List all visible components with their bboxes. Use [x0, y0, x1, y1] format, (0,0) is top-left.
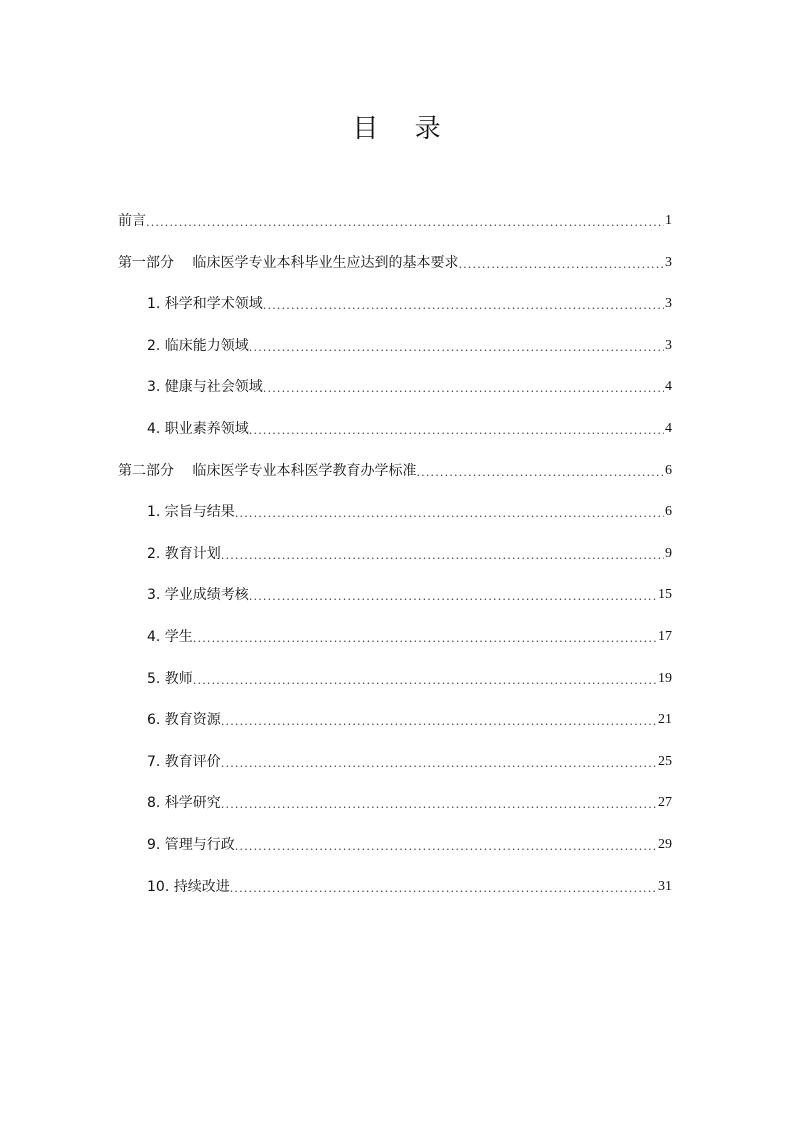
toc-dot-leader: [235, 834, 657, 856]
toc-dot-leader: [416, 460, 664, 482]
toc-page-number: 15: [658, 587, 672, 603]
toc-dot-leader: [249, 584, 657, 606]
toc-dot-leader: [193, 668, 657, 690]
toc-entry-faculty[interactable]: [118, 668, 672, 710]
toc-entry-label: 4. 学生: [147, 628, 193, 645]
toc-page-number: 3: [665, 296, 672, 312]
toc-page-number: 3: [665, 337, 672, 353]
toc-page-number: 4: [665, 420, 672, 436]
toc-entry-research[interactable]: [118, 792, 672, 834]
toc-page-number: 21: [658, 712, 672, 728]
toc-entry-management[interactable]: [118, 834, 672, 876]
toc-entry-label: 1. 宗旨与结果: [147, 504, 235, 521]
toc-dot-leader: [263, 293, 664, 315]
toc-entry-label: 6. 教育资源: [147, 712, 221, 729]
toc-dot-leader: [263, 376, 664, 398]
toc-dot-leader: [249, 418, 664, 440]
toc-entry-science-academic[interactable]: [118, 293, 672, 335]
toc-entry-continuous-improvement[interactable]: [118, 876, 672, 918]
toc-page-number: 4: [665, 379, 672, 395]
toc-dot-leader: [221, 709, 657, 731]
toc-entry-professionalism[interactable]: [118, 418, 672, 460]
toc-page-number: 9: [665, 545, 672, 561]
toc-page-number: 27: [658, 795, 672, 811]
toc-page-number: 25: [658, 753, 672, 769]
table-of-contents: [118, 210, 672, 917]
toc-dot-leader: [235, 501, 664, 523]
toc-page-number: 17: [658, 628, 672, 644]
toc-entry-label: 10. 持续改进: [147, 878, 230, 895]
toc-entry-label: 5. 教师: [147, 670, 193, 687]
toc-entry-label: 9. 管理与行政: [147, 836, 235, 853]
toc-entry-part-one[interactable]: [118, 252, 672, 294]
toc-entry-label: 8. 科学研究: [147, 795, 221, 812]
toc-page-number: 31: [658, 878, 672, 894]
toc-entry-clinical-ability[interactable]: [118, 335, 672, 377]
toc-entry-education-plan[interactable]: [118, 543, 672, 585]
toc-entry-label: 4. 职业素养领域: [147, 420, 249, 437]
toc-entry-assessment[interactable]: [118, 584, 672, 626]
toc-page-number: 29: [658, 836, 672, 852]
toc-dot-leader: [230, 876, 657, 898]
toc-entry-label: 3. 健康与社会领域: [147, 379, 263, 396]
toc-page-number: 1: [665, 213, 672, 228]
toc-entry-label: 1. 科学和学术领域: [147, 296, 263, 313]
toc-page-number: 3: [665, 254, 672, 270]
toc-entry-label: 前言: [118, 213, 146, 229]
toc-entry-preface[interactable]: [118, 210, 672, 252]
toc-page-number: 6: [665, 504, 672, 520]
toc-entry-label: 2. 教育计划: [147, 545, 221, 562]
toc-page-number: 19: [658, 670, 672, 686]
toc-entry-health-society[interactable]: [118, 376, 672, 418]
toc-dot-leader: [221, 792, 657, 814]
toc-entry-label: 2. 临床能力领域: [147, 337, 249, 354]
toc-entry-resources[interactable]: [118, 709, 672, 751]
toc-entry-label: 第二部分 临床医学专业本科医学教育办学标准: [118, 462, 417, 479]
toc-entry-mission-outcomes[interactable]: [118, 501, 672, 543]
toc-page-number: 6: [665, 462, 672, 478]
toc-entry-evaluation[interactable]: [118, 751, 672, 793]
toc-dot-leader: [249, 335, 664, 357]
toc-entry-part-two[interactable]: [118, 460, 672, 502]
toc-entry-label: 3. 学业成绩考核: [147, 587, 249, 604]
toc-dot-leader: [146, 210, 664, 232]
page-title: 目 录: [352, 114, 455, 144]
toc-dot-leader: [193, 626, 657, 648]
toc-dot-leader: [458, 252, 664, 274]
toc-entry-label: 7. 教育评价: [147, 753, 221, 770]
toc-entry-students[interactable]: [118, 626, 672, 668]
toc-dot-leader: [221, 543, 664, 565]
toc-dot-leader: [221, 751, 657, 773]
toc-entry-label: 第一部分 临床医学专业本科毕业生应达到的基本要求: [118, 254, 459, 271]
